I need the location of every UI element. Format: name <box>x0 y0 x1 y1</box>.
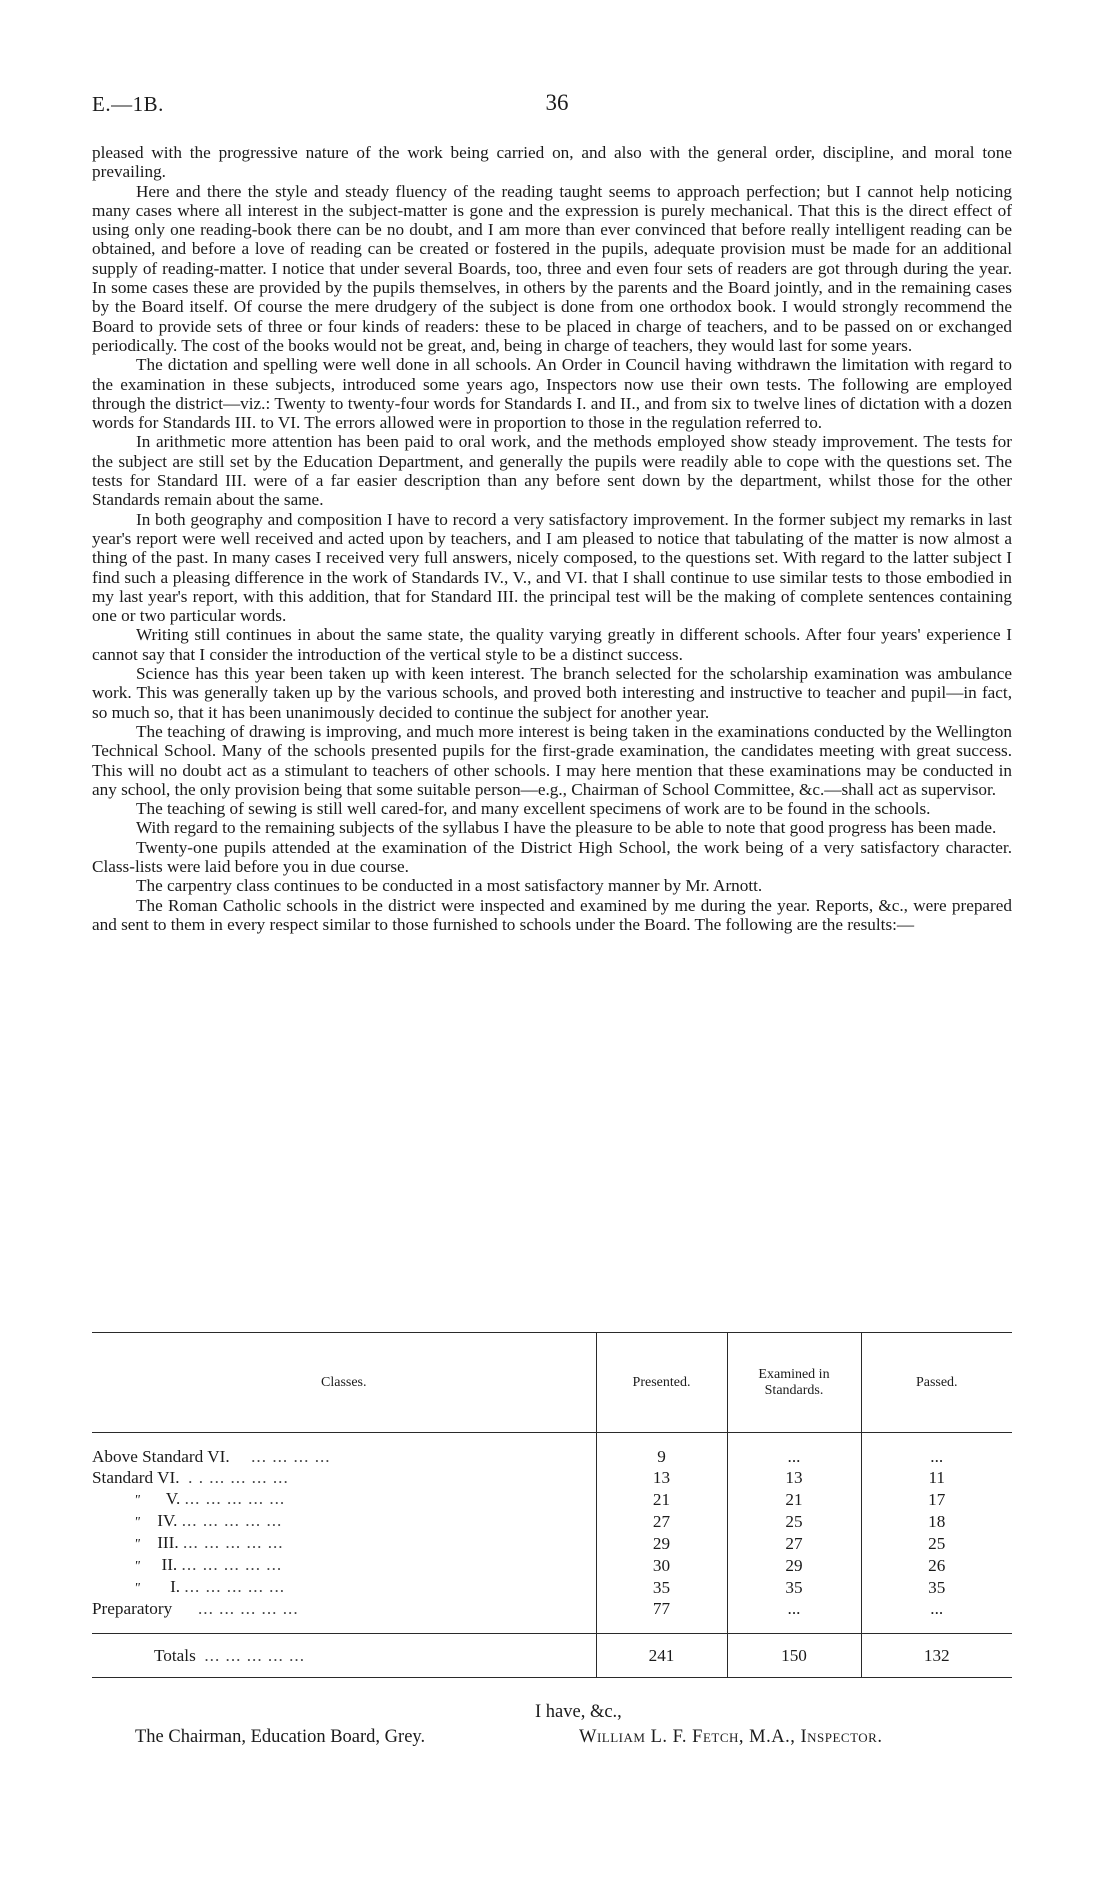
passed-cell: ... <box>861 1599 1012 1620</box>
class-cell: " II. ... ... ... ... ... <box>92 1555 596 1577</box>
document-reference: E.—1B. <box>92 92 164 116</box>
table-spacer-row <box>92 1433 1012 1447</box>
examined-cell: 25 <box>727 1511 861 1533</box>
presented-cell: 9 <box>596 1447 727 1468</box>
table-row <box>92 1599 1012 1620</box>
totals-presented: 241 <box>596 1634 727 1678</box>
presented-cell: 35 <box>596 1577 727 1599</box>
presented-cell: 29 <box>596 1533 727 1555</box>
passed-cell: 18 <box>861 1511 1012 1533</box>
paragraph: Writing still continues in about the same state, the quality varying greatly in different schools. After four years' experience I cannot say that I consider the introduction of the vertical style to be a distinct success. <box>92 625 1012 664</box>
class-cell: " I. ... ... ... ... ... <box>92 1577 596 1599</box>
totals-row <box>92 1634 1012 1678</box>
header-examined <box>727 1333 861 1433</box>
class-cell: " V. ... ... ... ... ... <box>92 1489 596 1511</box>
table-row <box>92 1447 1012 1468</box>
table-row <box>92 1468 1012 1489</box>
passed-cell: ... <box>861 1447 1012 1468</box>
class-cell: Standard VI. . . ... ... ... ... <box>92 1468 289 1487</box>
header-presented: Presented. <box>596 1333 727 1433</box>
examined-cell: 35 <box>727 1577 861 1599</box>
examined-cell: 27 <box>727 1533 861 1555</box>
presented-cell: 21 <box>596 1489 727 1511</box>
header-passed: Passed. <box>861 1333 1012 1433</box>
table-row <box>92 1489 1012 1511</box>
passed-cell: 11 <box>861 1468 1012 1489</box>
table-row <box>92 1577 1012 1599</box>
presented-cell: 77 <box>596 1599 727 1620</box>
table-row <box>92 1555 1012 1577</box>
paragraph: The carpentry class continues to be conducted in a most satisfactory manner by Mr. Arnott. <box>136 876 763 896</box>
table-row <box>92 1511 1012 1533</box>
passed-cell: 17 <box>861 1489 1012 1511</box>
signature: William L. F. Fetch, M.A., Inspector. <box>579 1727 883 1747</box>
paragraph: Here and there the style and steady fluency of the reading taught seems to approach perfection; but I cannot help noticing many cases where all interest in the subject-matter is gone and the expression is purely mechanical. That this is the direct effect of using only one reading-book there can be no doubt, and I am more than ever convinced that before really intelligent reading can be obtained, and before a love of reading can be created or fostered in the pupils, adequate provision must be made for an additional supply of reading-matter. I notice that under several Boards, too, three and even four sets of readers are got through during the year. In some cases these are provided by the pupils themselves, in others by the parents and the Board jointly, and in the remaining cases by the Board itself. Of course the mere drudgery of the subject is done from one orthodox book. I would strongly recommend the Board to provide sets of three or four kinds of readers: these to be placed in charge of teachers, and to be passed on or exchanged periodically. The cost of the books would not be great, and, being in charge of teachers, they would last for some years. <box>92 181 1012 355</box>
ditto-mark: " <box>134 1580 140 1596</box>
totals-passed: 132 <box>861 1634 1012 1678</box>
header-classes: Classes. <box>92 1333 596 1433</box>
paragraph: The teaching of drawing is improving, and much more interest is being taken in the examinations conducted by the Wellington Technical School. Many of the schools presented pupils for the first-grade examination, the candidates meeting with great success. This will no doubt act as a stimulant to teachers of other schools. I may here mention that these examinations may be conducted in any school, the only provision being that some suitable person—e.g., Chairman of School Committee, &c.—shall act as supervisor. <box>92 721 1012 799</box>
ditto-mark: " <box>134 1558 140 1574</box>
totals-label-cell: Totals ... ... ... ... ... <box>92 1634 596 1678</box>
examined-cell: 29 <box>727 1555 861 1577</box>
paragraph: The dictation and spelling were well done in all schools. An Order in Council having withdrawn the limitation with regard to the examination in these subjects, introduced some years ago, Inspectors now use their own tests. The following are employed through the district—viz.: Twenty to twenty-four words for Standards I. and II., and from six to twelve lines of dictation with a dozen words for Standards III. to VI. The errors allowed were in proportion to those in the regulation referred to. <box>92 355 1012 433</box>
table-spacer-row <box>92 1620 1012 1634</box>
addressee: The Chairman, Education Board, Grey. <box>135 1727 426 1747</box>
paragraph: In both geography and composition I have to record a very satisfactory improvement. In the former subject my remarks in last year's report were well received and acted upon by teachers, and I am pleased to notice that tabulating of the matter is now almost a thing of the past. In many cases I received very full answers, nicely composed, to the questions set. With regard to the latter subject I find such a pleasing difference in the work of Standards IV., V., and VI. that I shall continue to use similar tests to those embodied in my last year's report, with this addition, that for Standard III. the principal test will be the making of complete sentences containing one or two particular words. <box>92 509 1012 626</box>
paragraph: pleased with the progressive nature of the work being carried on, and also with the general order, discipline, and moral tone prevailing. <box>92 143 1012 182</box>
paragraph: Twenty-one pupils attended at the examination of the District High School, the work being of a very satisfactory character. Class-lists were laid before you in due course. <box>92 837 1012 876</box>
paragraph: Science has this year been taken up with keen interest. The branch selected for the scholarship examination was ambulance work. This was generally taken up by the various schools, and proved both interesting and instructive to teacher and pupil—in fact, so much so, that it has been unanimously decided to continue the subject for another year. <box>92 664 1012 722</box>
totals-examined: 150 <box>727 1634 861 1678</box>
examined-cell: ... <box>727 1447 861 1468</box>
class-cell: " IV. ... ... ... ... ... <box>92 1511 596 1533</box>
examined-cell: 13 <box>727 1468 861 1489</box>
passed-cell: 25 <box>861 1533 1012 1555</box>
presented-cell: 27 <box>596 1511 727 1533</box>
examined-cell: ... <box>727 1599 861 1620</box>
table-row <box>92 1533 1012 1555</box>
page-header <box>92 92 1022 122</box>
report-body <box>92 143 1012 934</box>
passed-cell: 35 <box>861 1577 1012 1599</box>
passed-cell: 26 <box>861 1555 1012 1577</box>
salutation: I have, &c., <box>535 1702 622 1722</box>
class-cell: Above Standard VI. ... ... ... ... <box>92 1447 331 1466</box>
class-cell: " III. ... ... ... ... ... <box>92 1533 596 1555</box>
table-header-row <box>92 1333 1012 1433</box>
paragraph: With regard to the remaining subjects of the syllabus I have the pleasure to be able to note that good progress has been made. <box>136 818 997 838</box>
presented-cell: 13 <box>596 1468 727 1489</box>
examined-cell: 21 <box>727 1489 861 1511</box>
ditto-mark: " <box>134 1514 140 1530</box>
paragraph: The Roman Catholic schools in the district were inspected and examined by me during the year. Reports, &c., were prepared and sent to them in every respect similar to those furnished to schools under the Board. The following are the results:— <box>92 895 1012 934</box>
class-cell: Preparatory ... ... ... ... ... <box>92 1599 299 1618</box>
ditto-mark: " <box>134 1492 140 1508</box>
ditto-mark: " <box>134 1536 140 1552</box>
presented-cell: 30 <box>596 1555 727 1577</box>
header-examined-text: Examined in Standards. <box>758 1366 830 1398</box>
paragraph: The teaching of sewing is still well cared-for, and many excellent specimens of work are to be found in the schools. <box>136 799 931 819</box>
paragraph: In arithmetic more attention has been paid to oral work, and the methods employed show steady improvement. The tests for the subject are still set by the Education Department, and generally the pupils were readily able to cope with the questions set. The tests for Standard III. were of a far easier description than any before sent down by the department, whilst those for the other Standards remain about the same. <box>92 432 1012 510</box>
results-table <box>92 1332 1012 1678</box>
page-number: 36 <box>545 90 569 115</box>
